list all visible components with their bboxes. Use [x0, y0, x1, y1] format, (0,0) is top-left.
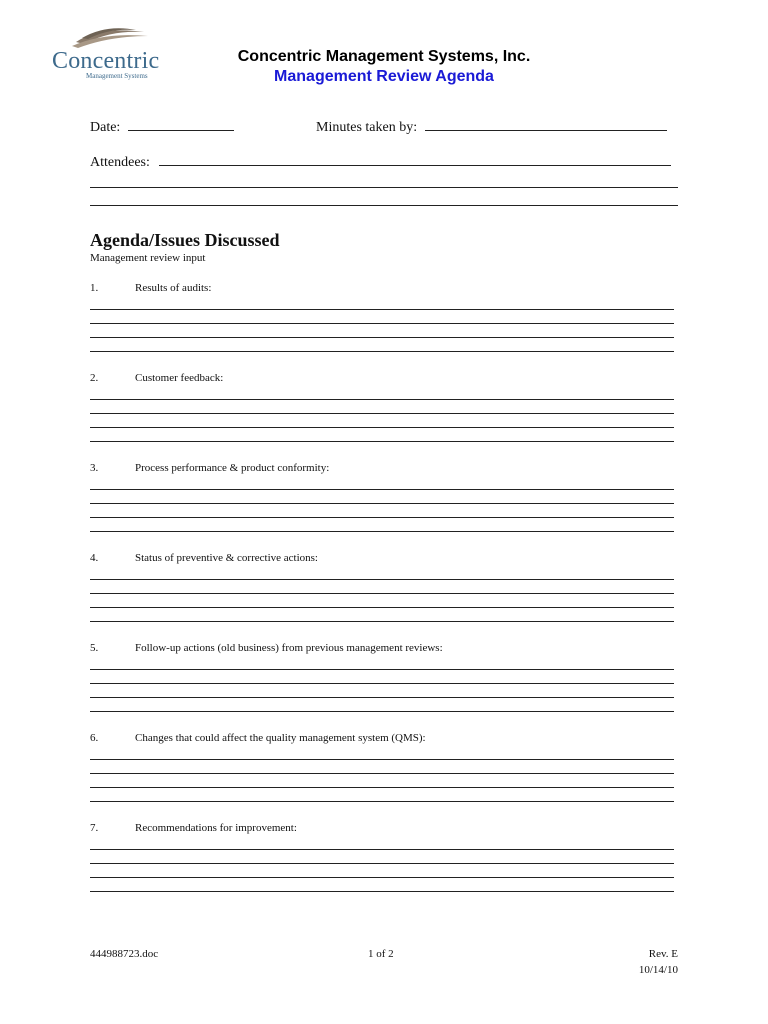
attendees-line[interactable]: [90, 187, 678, 188]
agenda-item-writing-line[interactable]: [90, 413, 674, 414]
agenda-item-writing-line[interactable]: [90, 891, 674, 892]
agenda-item-label: Follow-up actions (old business) from previous management reviews:: [135, 642, 443, 654]
agenda-item-writing-line[interactable]: [90, 399, 674, 400]
agenda-item-number: 6.: [90, 732, 99, 744]
agenda-item-writing-line[interactable]: [90, 337, 674, 338]
minutes-blank[interactable]: [425, 118, 667, 131]
agenda-item-writing-line[interactable]: [90, 607, 674, 608]
agenda-item-writing-line[interactable]: [90, 849, 674, 850]
footer-filename: 444988723.doc: [90, 948, 159, 960]
agenda-item-number: 2.: [90, 372, 99, 384]
date-blank[interactable]: [128, 118, 234, 131]
agenda-item-writing-line[interactable]: [90, 697, 674, 698]
agenda-item-label: Changes that could affect the quality management system (QMS):: [135, 732, 426, 744]
agenda-item-writing-line[interactable]: [90, 759, 674, 760]
agenda-item-writing-line[interactable]: [90, 669, 674, 670]
agenda-item-writing-line[interactable]: [90, 683, 674, 684]
agenda-item-writing-line[interactable]: [90, 711, 674, 712]
document-title: Management Review Agenda: [274, 68, 494, 85]
agenda-item-writing-line[interactable]: [90, 503, 674, 504]
agenda-item-writing-line[interactable]: [90, 787, 674, 788]
agenda-item-writing-line[interactable]: [90, 593, 674, 594]
attendees-field: [90, 153, 671, 171]
agenda-item-writing-line[interactable]: [90, 309, 674, 310]
section-heading: Agenda/Issues Discussed: [90, 230, 280, 250]
agenda-item-writing-line[interactable]: [90, 441, 674, 442]
company-name: Concentric Management Systems, Inc.: [237, 48, 531, 65]
minutes-field: [316, 118, 667, 136]
agenda-item-writing-line[interactable]: [90, 489, 674, 490]
agenda-item-label: Customer feedback:: [135, 372, 224, 384]
agenda-item-writing-line[interactable]: [90, 517, 674, 518]
agenda-item-writing-line[interactable]: [90, 621, 674, 622]
agenda-item-number: 5.: [90, 642, 99, 654]
minutes-label: Minutes taken by:: [316, 120, 418, 135]
logo-wordmark: Concentric: [52, 48, 160, 74]
date-label: Date:: [90, 120, 121, 135]
footer-page-number: 1 of 2: [368, 948, 394, 960]
logo-swoosh-icon: [70, 26, 150, 50]
agenda-item-number: 4.: [90, 552, 99, 564]
agenda-item-writing-line[interactable]: [90, 531, 674, 532]
agenda-item-writing-line[interactable]: [90, 801, 674, 802]
footer-date: 10/14/10: [638, 964, 678, 976]
attendees-blank[interactable]: [159, 153, 671, 166]
footer-revision: Rev. E: [648, 948, 678, 960]
section-subheading: Management review input: [90, 252, 206, 264]
logo-subtitle: Management Systems: [86, 72, 148, 80]
agenda-item-number: 3.: [90, 462, 99, 474]
agenda-item-label: Recommendations for improvement:: [135, 822, 297, 834]
agenda-item-number: 1.: [90, 282, 99, 294]
agenda-item-label: Results of audits:: [135, 282, 212, 294]
agenda-item-writing-line[interactable]: [90, 323, 674, 324]
attendees-label: Attendees:: [90, 155, 150, 170]
agenda-item-writing-line[interactable]: [90, 863, 674, 864]
agenda-item-number: 7.: [90, 822, 99, 834]
agenda-item-label: Status of preventive & corrective actions:: [135, 552, 318, 564]
agenda-item-writing-line[interactable]: [90, 773, 674, 774]
agenda-item-writing-line[interactable]: [90, 351, 674, 352]
agenda-item-writing-line[interactable]: [90, 579, 674, 580]
attendees-line[interactable]: [90, 205, 678, 206]
agenda-item-writing-line[interactable]: [90, 877, 674, 878]
date-field: [90, 118, 234, 136]
agenda-item-writing-line[interactable]: [90, 427, 674, 428]
agenda-item-label: Process performance & product conformity:: [135, 462, 330, 474]
